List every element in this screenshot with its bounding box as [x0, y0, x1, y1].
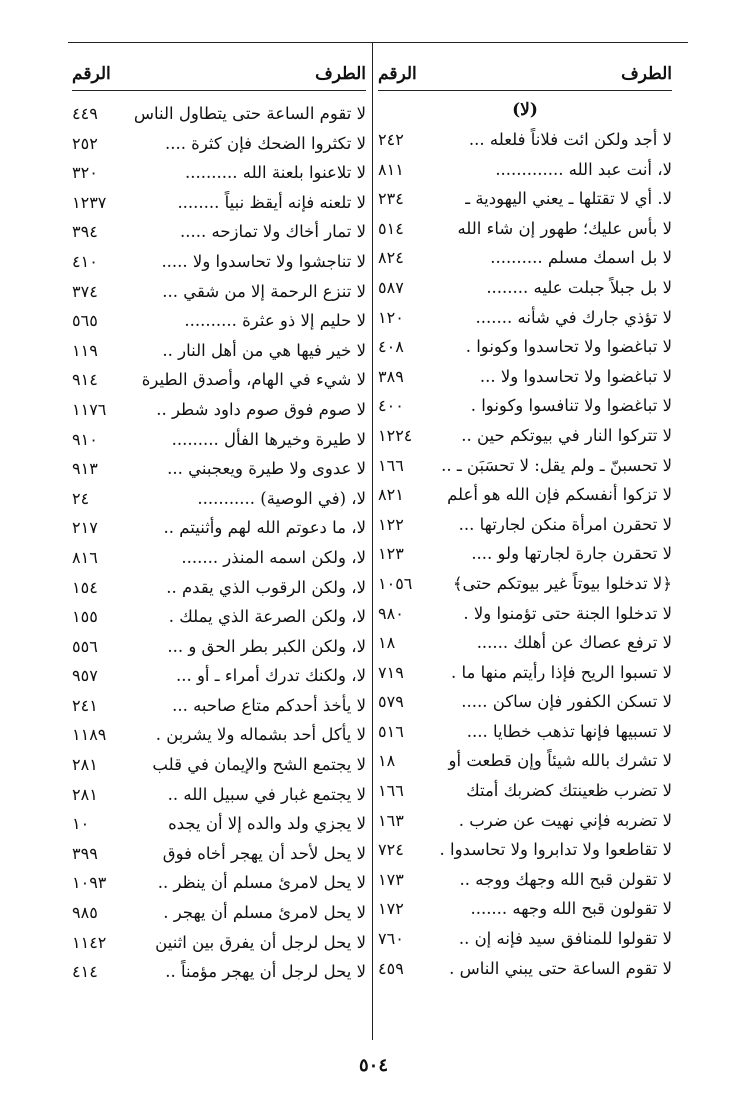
entry-text: لا شيء في الهام، وأصدق الطيرة: [141, 370, 366, 390]
entry-text: لا تقوم الساعة حتى يتطاول الناس: [133, 104, 366, 123]
index-entry: [378, 835, 672, 865]
entry-text: لا، ولكن الرقوب الذي يقدم ..: [166, 577, 366, 597]
entry-text: لا يجزي ولد والده إلا أن يجده: [168, 814, 366, 834]
entry-text: لا تحسبنّ ـ ولم يقل: لا تحسَبَن ـ ..: [441, 455, 672, 475]
entry-text: لا تقوم الساعة حتى يبني الناس .: [449, 958, 672, 978]
index-entry: [378, 421, 672, 451]
index-entry: [378, 391, 672, 421]
entry-text: لا تحقرن امرأة منكن لجارتها ...: [458, 514, 672, 534]
entry-text: ﴿لا تدخلوا بيوتاً غير بيوتكم حتى﴾: [452, 573, 672, 593]
entry-text: لا تقاطعوا ولا تدابروا ولا تحاسدوا .: [439, 840, 672, 860]
entry-text: لا تمار أخاك ولا تمازحه .....: [180, 222, 366, 242]
entry-number: ٧٢٤: [378, 840, 404, 860]
entry-number: ١٠: [72, 814, 90, 834]
entry-number: ٩١٠: [72, 429, 98, 449]
entry-number: ٥٨٧: [378, 277, 404, 297]
index-entry: [72, 365, 366, 395]
index-entry: [72, 632, 366, 662]
entry-text: لا تلاعنوا بلعنة الله ..........: [185, 163, 366, 183]
entry-text: لا. أي لا تقتلها ـ يعني اليهودية ـ: [465, 189, 672, 209]
entry-text: لا بأس عليك؛ طهور إن شاء الله: [457, 218, 672, 238]
index-entry: [72, 99, 366, 129]
entry-text: لا يجتمع غبار في سبيل الله ..: [167, 784, 366, 804]
index-entry: [378, 451, 672, 481]
index-entry: [72, 573, 366, 603]
entry-number: ١٧٢: [378, 899, 404, 919]
index-entry: [72, 513, 366, 543]
entry-number: ١٠٥٦: [378, 573, 413, 593]
index-entry: [378, 658, 672, 688]
entry-text: لا تسبوا الريح فإذا رأيتم منها ما .: [451, 662, 672, 682]
entry-text: لا تتركوا النار في بيوتكم حين ..: [461, 425, 672, 445]
entry-number: ١٢٢٤: [378, 425, 413, 445]
entry-text: لا، (في الوصية) ...........: [197, 488, 366, 508]
index-entry: [72, 484, 366, 514]
entry-number: ٢٨١: [72, 784, 98, 804]
index-entry: [378, 865, 672, 895]
entry-text: لا تسبيها فإنها تذهب خطايا ....: [466, 721, 672, 741]
entry-number: ٤١٤: [72, 962, 98, 982]
index-entry: [72, 395, 366, 425]
index-entry: [378, 806, 672, 836]
entry-number: ٤١٠: [72, 251, 98, 271]
index-entry: [72, 691, 366, 721]
entry-number: ٩٥٧: [72, 666, 98, 686]
entry-number: ٧١٩: [378, 662, 404, 682]
entry-number: ٥٦٥: [72, 311, 98, 331]
entry-text: لا يحل لأحد أن يهجر أخاه فوق: [162, 843, 366, 863]
number-header: الرقم: [72, 64, 111, 84]
entry-number: ٣٧٤: [72, 281, 98, 301]
entry-number: ١٧٣: [378, 869, 404, 889]
entry-number: ٢٤: [72, 488, 90, 508]
entry-number: ٥١٦: [378, 721, 404, 741]
entry-text: لا عدوى ولا طيرة ويعجبني ...: [167, 459, 366, 479]
left-column-header: [72, 58, 366, 90]
index-entry: [72, 217, 366, 247]
entry-text: لا تزكوا أنفسكم فإن الله هو أعلم: [447, 485, 672, 505]
entry-number: ١١٧٦: [72, 399, 107, 419]
entry-text: لا تباغضوا ولا تحاسدوا وكونوا .: [465, 337, 672, 357]
index-entry: [378, 243, 672, 273]
entry-text: لا، ولكن الكبر بطر الحق و ...: [167, 636, 366, 656]
entry-number: ٤٤٩: [72, 104, 98, 123]
index-entry: [378, 687, 672, 717]
index-entry: [72, 247, 366, 277]
entry-number: ٨٢٤: [378, 248, 404, 268]
entry-text: لا تباغضوا ولا تنافسوا وكونوا .: [470, 396, 672, 416]
index-entry: [378, 214, 672, 244]
entry-text: لا تلعنه فإنه أيقظ نبياً ........: [177, 192, 366, 212]
entry-number: ١٢٢: [378, 514, 404, 534]
entry-text: لا أجد ولكن ائت فلاناً فلعله ...: [468, 130, 672, 149]
index-entry: [378, 569, 672, 599]
entry-text: لا تكثروا الضحك فإن كثرة ....: [164, 133, 366, 153]
index-entry: [378, 184, 672, 214]
index-entry: [378, 539, 672, 569]
entry-text: لا تسكن الكفور فإن ساكن .....: [461, 692, 672, 712]
entry-number: ٣٩٤: [72, 222, 98, 242]
entry-number: ٥٧٩: [378, 692, 404, 712]
entry-text: لا صوم فوق صوم داود شطر ..: [156, 399, 366, 419]
entry-number: ١٥٥: [72, 607, 98, 627]
index-entry: [72, 454, 366, 484]
index-entry: [72, 425, 366, 455]
entry-number: ١٥٤: [72, 577, 98, 597]
index-entry: [378, 332, 672, 362]
entry-text: لا تنزع الرحمة إلا من شقي ...: [162, 281, 366, 301]
index-entry: [72, 336, 366, 366]
index-entry: [72, 809, 366, 839]
entry-number: ٣٩٩: [72, 843, 98, 863]
index-entry: [72, 957, 366, 987]
index-entry: [72, 720, 366, 750]
entry-number: ١١٨٩: [72, 725, 107, 745]
index-entry: [72, 306, 366, 336]
entry-text: لا تحقرن جارة لجارتها ولو ....: [471, 544, 672, 564]
entry-text: لا تقولن قبح الله وجهك ووجه ..: [459, 869, 672, 889]
entry-text: لا يحل لرجل أن يفرق بين اثنين: [155, 932, 366, 952]
index-entry: [378, 894, 672, 924]
entry-number: ٩١٤: [72, 370, 98, 390]
entry-number: ١١٩: [72, 340, 98, 360]
entry-text: لا تقولون قبح الله وجهه .......: [470, 899, 672, 919]
entry-text: لا طيرة وخيرها الفأل .........: [171, 429, 366, 449]
index-entry: [378, 717, 672, 747]
entry-text: لا، ولكنك تدرك أمراء ـ أو ...: [175, 666, 366, 686]
entry-number: ٢٥٢: [72, 133, 98, 153]
entry-number: ٤٥٩: [378, 958, 404, 978]
entry-text: لا يأكل أحد بشماله ولا يشربن .: [155, 725, 366, 745]
index-entry: [72, 661, 366, 691]
right-rows-list: [378, 125, 672, 983]
entry-text: لا، ما دعوتم الله لهم وأثنيتم ..: [163, 518, 366, 538]
entry-text: لا تناجشوا ولا تحاسدوا ولا .....: [161, 251, 366, 271]
index-entry: [378, 480, 672, 510]
left-rows: [72, 99, 366, 987]
entry-number: ٥١٤: [378, 218, 404, 238]
entry-text: لا تقولوا للمنافق سيد فإنه إن ..: [458, 929, 672, 949]
index-entry: [72, 898, 366, 928]
entry-number: ١٦٣: [378, 810, 404, 830]
entry-number: ٢٤١: [72, 695, 98, 715]
entry-number: ٨١١: [378, 159, 404, 179]
index-entry: [72, 602, 366, 632]
entry-number: ٢٨١: [72, 755, 98, 775]
entry-number: ١١٤٢: [72, 932, 107, 952]
entry-text: لا ترفع عصاك عن أهلك ......: [476, 633, 672, 653]
index-entry: [72, 750, 366, 780]
index-entry: [378, 746, 672, 776]
column-divider: [372, 42, 373, 1040]
index-entry: [72, 158, 366, 188]
entry-text: لا خير فيها هي من أهل النار ..: [162, 340, 366, 360]
index-entry: [378, 362, 672, 392]
entry-number: ٩١٣: [72, 459, 98, 479]
index-entry: [378, 273, 672, 303]
entry-text: لا يحل لامرئ مسلم أن ينظر ..: [157, 873, 366, 893]
term-header: الطرف: [315, 64, 366, 84]
section-title: (لا): [512, 100, 538, 120]
entry-number: ٩٨٠: [378, 603, 404, 623]
entry-text: لا تباغضوا ولا تحاسدوا ولا ...: [479, 366, 672, 386]
entry-text: لا تشرك بالله شيئاً وإن قطعت أو: [448, 751, 672, 771]
entry-text: لا بل اسمك مسلم ..........: [490, 248, 672, 268]
index-entry: [72, 129, 366, 159]
entry-text: لا، ولكن الصرعة الذي يملك .: [168, 607, 366, 627]
entry-number: ٢١٧: [72, 518, 98, 538]
index-entry: [378, 599, 672, 629]
index-entry: [378, 628, 672, 658]
left-rows-list: [72, 99, 366, 987]
index-entry: [72, 543, 366, 573]
right-column: [378, 58, 672, 983]
entry-number: ٣٢٠: [72, 163, 98, 183]
index-entry: [72, 839, 366, 869]
index-entry: [378, 924, 672, 954]
entry-number: ٣٨٩: [378, 366, 404, 386]
entry-number: ١٢٣: [378, 544, 404, 564]
entry-text: لا بل جبلاً جبلت عليه ........: [486, 277, 672, 297]
page-number: ٥٠٤: [358, 1055, 388, 1076]
entry-number: ٤٠٠: [378, 396, 404, 416]
entry-text: لا تضربه فإني نهيت عن ضرب .: [458, 810, 672, 830]
entry-text: لا يحل لرجل أن يهجر مؤمناً ..: [165, 962, 366, 982]
entry-number: ٢٣٤: [378, 189, 404, 209]
entry-text: لا، ولكن اسمه المنذر .......: [181, 547, 366, 567]
entry-number: ١٢٠: [378, 307, 404, 327]
entry-number: ١٢٣٧: [72, 192, 107, 212]
entry-number: ٨٢١: [378, 485, 404, 505]
right-rows: [378, 96, 672, 983]
entry-text: لا يأخذ أحدكم متاع صاحبه ...: [172, 695, 366, 715]
entry-number: ٩٨٥: [72, 903, 98, 923]
index-entry: [378, 155, 672, 185]
left-column: [72, 58, 366, 987]
index-entry: [378, 125, 672, 155]
index-entry: [72, 188, 366, 218]
index-entry: [72, 780, 366, 810]
index-entry: [72, 277, 366, 307]
term-header: الطرف: [621, 64, 672, 84]
entry-number: ١٨: [378, 751, 396, 771]
index-entry: [378, 776, 672, 806]
entry-number: ٥٥٦: [72, 636, 98, 656]
entry-text: لا يحل لامرئ مسلم أن يهجر .: [163, 903, 366, 923]
entry-text: لا تدخلوا الجنة حتى تؤمنوا ولا .: [463, 603, 672, 623]
entry-text: لا حليم إلا ذو عثرة ..........: [184, 311, 366, 331]
index-entry: [378, 954, 672, 984]
index-entry: [378, 510, 672, 540]
entry-number: ١٦٦: [378, 455, 404, 475]
entry-number: ٢٤٢: [378, 130, 404, 149]
entry-text: لا، أنت عبد الله .............: [495, 159, 672, 179]
index-entry: [72, 928, 366, 958]
entry-number: ٤٠٨: [378, 337, 404, 357]
entry-text: لا يجتمع الشح والإيمان في قلب: [152, 755, 366, 775]
entry-number: ٧٦٠: [378, 929, 404, 949]
entry-number: ٨١٦: [72, 547, 98, 567]
entry-number: ١٠٩٣: [72, 873, 107, 893]
entry-number: ١٦٦: [378, 781, 404, 801]
index-entry: [378, 303, 672, 333]
entry-number: ١٨: [378, 633, 396, 653]
entry-text: لا تؤذي جارك في شأنه .......: [475, 307, 672, 327]
index-entry: [72, 868, 366, 898]
number-header: الرقم: [378, 64, 417, 84]
top-rule: [68, 42, 688, 43]
entry-text: لا تضرب ظعينتك كضربك أمتك: [466, 781, 672, 801]
right-column-header: [378, 58, 672, 90]
